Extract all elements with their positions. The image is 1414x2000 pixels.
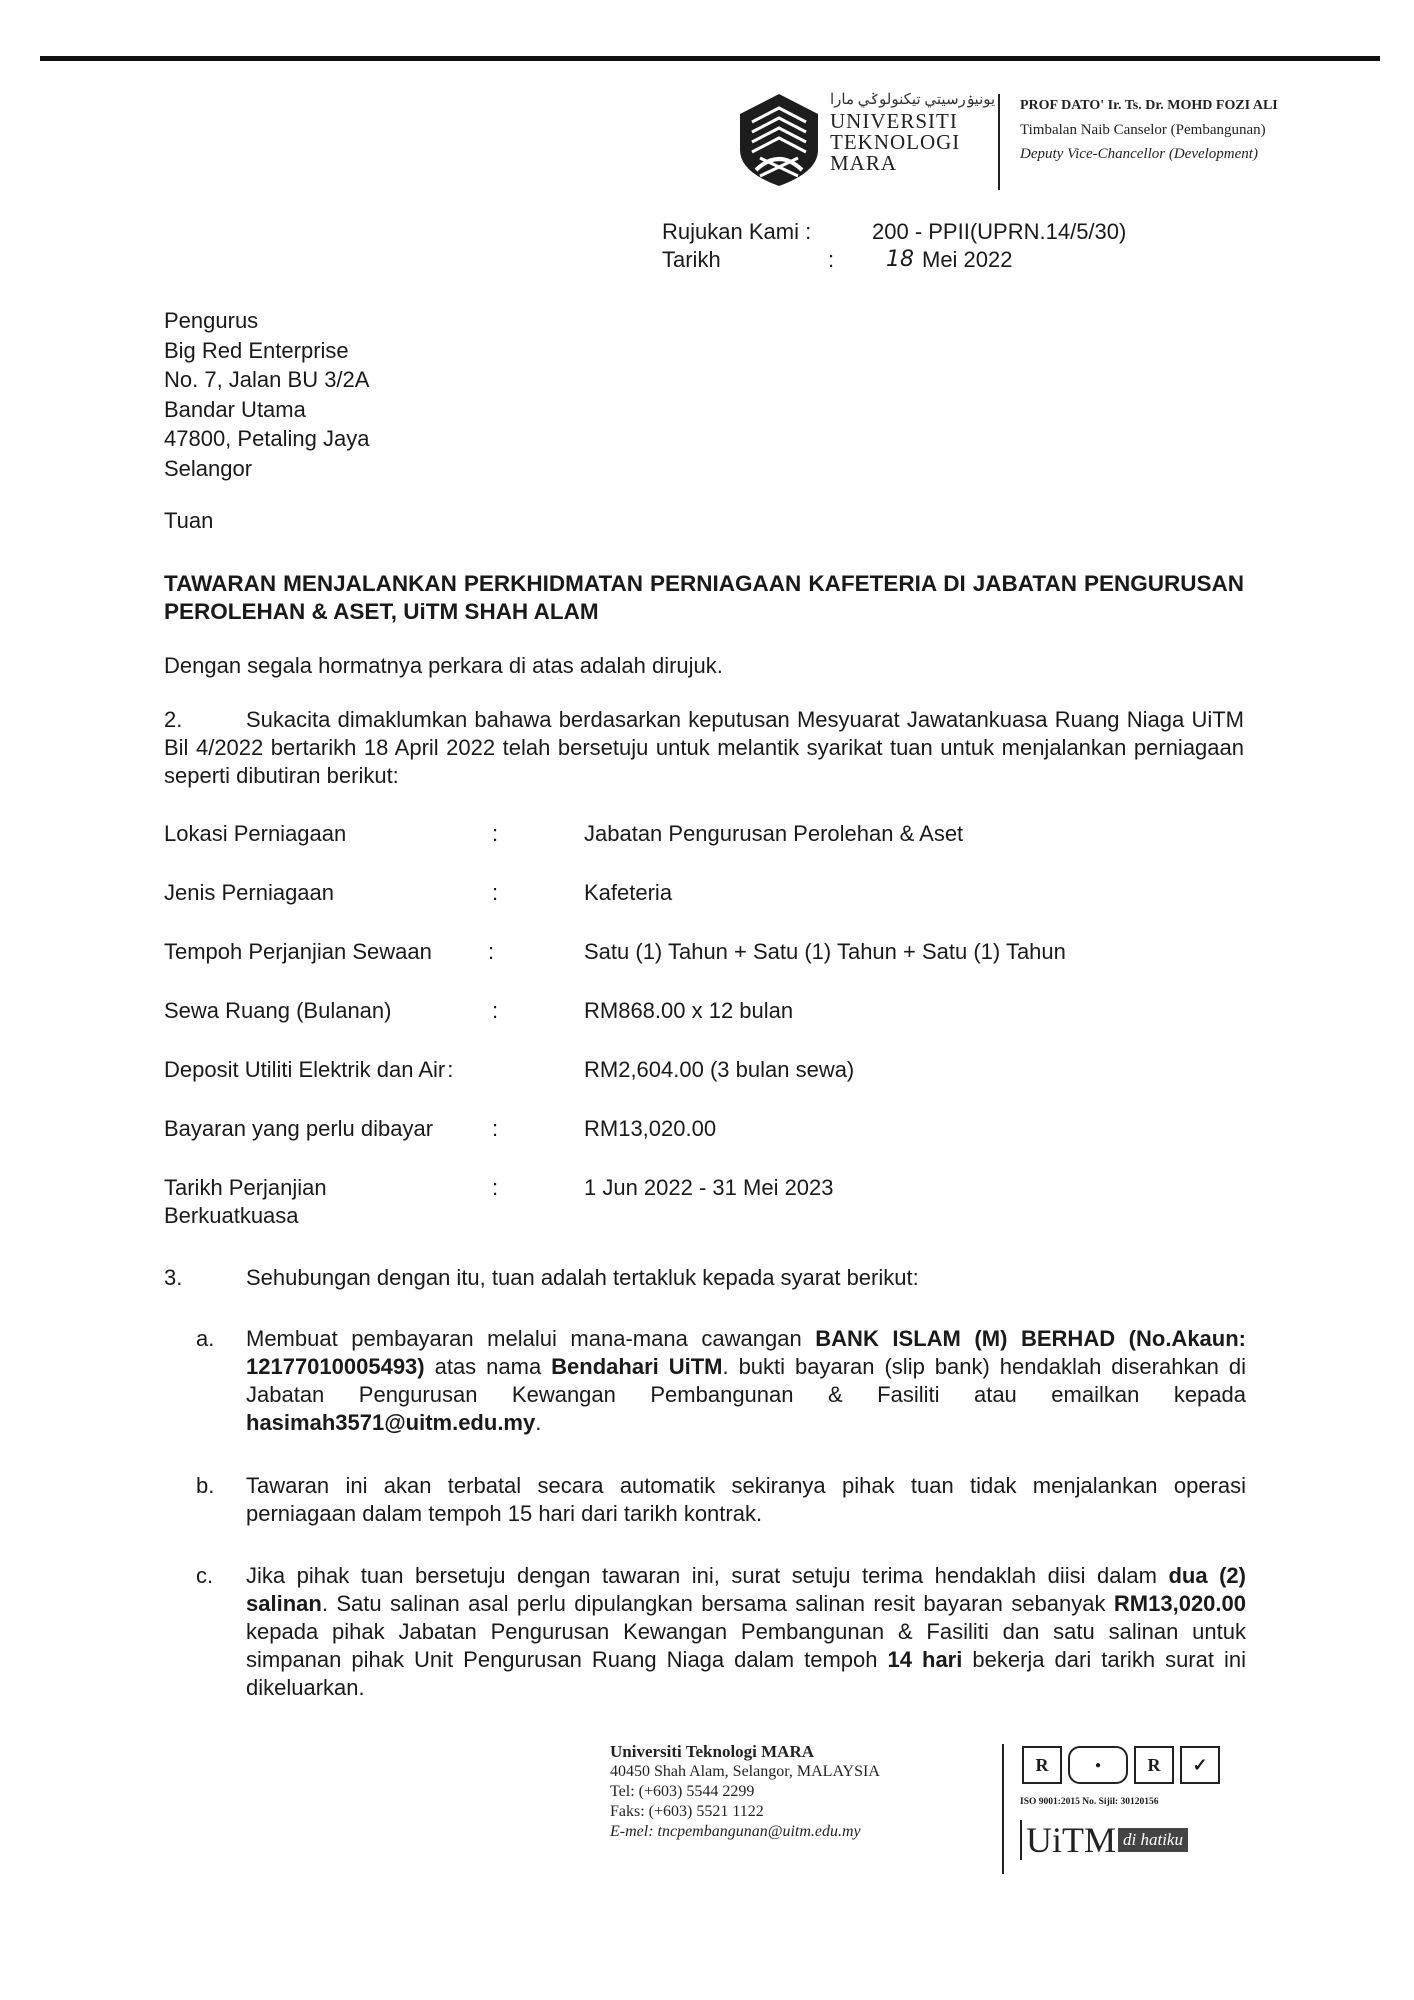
condition-b xyxy=(196,1472,1246,1528)
detail-value: RM2,604.00 (3 bulan sewa) xyxy=(584,1057,855,1082)
detail-value: Jabatan Pengurusan Perolehan & Aset xyxy=(584,821,964,846)
footer-org: Universiti Teknologi MARA xyxy=(610,1742,815,1761)
detail-row xyxy=(164,1115,1264,1143)
iso-certificate: ISO 9001:2015 No. Sijil: 30120156 xyxy=(1020,1797,1159,1807)
officer-title-ms: Timbalan Naib Canselor (Pembangunan) xyxy=(1020,122,1266,138)
condition-label: a. xyxy=(196,1326,215,1351)
detail-row xyxy=(164,879,1264,907)
brand-name: UiTM xyxy=(1026,1820,1116,1860)
paragraph-text: Sukacita dimaklumkan bahawa berdasarkan keputusan Mesyuarat Jawatankuasa Ruang Niaga UiTM Bil 4/2022 bertarikh 18 April 2022 telah bersetuju untuk melantik syarikat tuan untuk menjalankan perniagaan seperti dibutiran berikut: xyxy=(164,707,1244,788)
footer-divider xyxy=(1002,1744,1004,1874)
paragraph-2 xyxy=(164,706,1244,790)
paragraph-number: 2. xyxy=(164,707,183,732)
condition-text: Membuat pembayaran melalui mana-mana cawangan BANK ISLAM (M) BERHAD (No.Akaun: 12177010005493) atas nama Bendahari UiTM. bukti bayaran (slip bank) hendaklah diserahkan di Jabatan Pengurusan Kewangan Pembangunan & Fasiliti atau emailkan kepada hasimah3571@uitm.edu.my. xyxy=(246,1326,1247,1435)
detail-label: Tempoh Perjanjian Sewaan xyxy=(164,939,432,964)
date-day-handwritten: 18 xyxy=(886,247,914,272)
officer-title-en: Deputy Vice-Chancellor (Development) xyxy=(1020,146,1258,162)
recipient-line: Big Red Enterprise xyxy=(164,337,349,363)
detail-colon: : xyxy=(492,998,499,1023)
detail-label: Tarikh Perjanjian Berkuatkuasa xyxy=(164,1175,327,1228)
detail-label: Jenis Perniagaan xyxy=(164,880,335,905)
detail-colon: : xyxy=(492,821,499,846)
university-name xyxy=(830,90,995,174)
header-divider xyxy=(998,94,1000,190)
detail-value: RM13,020.00 xyxy=(584,1116,717,1141)
university-name-jawi: يونيۏرسيتي تيكنولوݢي مارا xyxy=(830,92,996,108)
detail-value: RM868.00 x 12 bulan xyxy=(584,998,794,1023)
recipient-address xyxy=(164,306,370,483)
cert-seal-icon: ● xyxy=(1068,1746,1128,1784)
condition-a xyxy=(196,1325,1246,1437)
date-label: Tarikh xyxy=(662,247,721,272)
detail-label: Sewa Ruang (Bulanan) xyxy=(164,998,392,1023)
detail-colon: : xyxy=(492,880,499,905)
recipient-line: 47800, Petaling Jaya xyxy=(164,426,370,451)
detail-label: Deposit Utiliti Elektrik dan Air xyxy=(164,1057,446,1082)
date-month-year: Mei 2022 xyxy=(922,247,1013,272)
detail-label-with-colon xyxy=(164,1056,584,1084)
university-name-line1: UNIVERSITI xyxy=(830,109,958,133)
date-colon: : xyxy=(828,247,835,272)
paragraph-number: 3. xyxy=(164,1265,183,1290)
detail-colon: : xyxy=(492,1175,499,1200)
officer-block xyxy=(1020,94,1278,166)
detail-colon: : xyxy=(492,1116,499,1141)
paragraph-text: Sehubungan dengan itu, tuan adalah tertakluk kepada syarat berikut: xyxy=(246,1265,919,1290)
university-name-line3: MARA xyxy=(830,151,898,175)
detail-row xyxy=(164,1056,1264,1084)
uitm-logo-icon xyxy=(738,92,820,188)
footer-fax: Faks: (+603) 5521 1122 xyxy=(610,1803,764,1820)
brand-tagline: di hatiku xyxy=(1118,1828,1188,1852)
reference-block xyxy=(662,218,1126,274)
detail-label: Bayaran yang perlu dibayar xyxy=(164,1116,434,1141)
salutation: Tuan xyxy=(164,508,214,533)
recipient-line: Bandar Utama xyxy=(164,396,306,422)
footer-email: E-mel: tncpembangunan@uitm.edu.my xyxy=(610,1823,861,1840)
top-rule xyxy=(40,56,1380,61)
officer-name: PROF DATO' Ir. Ts. Dr. MOHD FOZI ALI xyxy=(1020,98,1278,113)
detail-colon: : xyxy=(488,939,495,964)
ref-label: Rujukan Kami : xyxy=(662,219,812,244)
detail-label: Lokasi Perniagaan xyxy=(164,821,347,846)
detail-row xyxy=(164,820,1264,848)
condition-label: b. xyxy=(196,1473,215,1498)
condition-c xyxy=(196,1562,1246,1702)
cert-check-icon: ✓ xyxy=(1180,1746,1220,1784)
letter-subject: TAWARAN MENJALANKAN PERKHIDMATAN PERNIAGAAN KAFETERIA DI JABATAN PENGURUSAN PEROLEHAN & ASET, UiTM SHAH ALAM xyxy=(164,571,1244,624)
detail-colon: : xyxy=(447,1057,454,1082)
recipient-line: No. 7, Jalan BU 3/2A xyxy=(164,367,370,392)
recipient-line: Selangor xyxy=(164,455,253,481)
cert-mark-icon: R xyxy=(1022,1746,1062,1784)
footer-tel: Tel: (+603) 5544 2299 xyxy=(610,1783,755,1800)
condition-text: Jika pihak tuan bersetuju dengan tawaran ini, surat setuju terima hendaklah diisi dalam dua (2) salinan. Satu salinan asal perlu dipulangkan bersama salinan resit bayaran sebanyak RM13,020.00 kepada pihak Jabatan Pengurusan Kewangan Pembangunan & Fasiliti dan satu salinan untuk simpanan pihak Unit Pengurusan Ruang Niaga dalam tempoh 14 hari bekerja dari tarikh surat ini dikeluarkan. xyxy=(246,1563,1247,1700)
ref-value: 200 - PPII(UPRN.14/5/30) xyxy=(872,219,1127,244)
recipient-line: Pengurus xyxy=(164,308,259,333)
detail-row xyxy=(164,1174,1264,1230)
opening-line: Dengan segala hormatnya perkara di atas adalah dirujuk. xyxy=(164,653,723,678)
uitm-brand xyxy=(1020,1820,1188,1860)
footer-contact xyxy=(610,1742,880,1842)
certification-logos xyxy=(1022,1746,1220,1784)
detail-value: Kafeteria xyxy=(584,880,673,905)
detail-value: Satu (1) Tahun + Satu (1) Tahun + Satu (1) Tahun xyxy=(584,939,1066,964)
detail-row xyxy=(164,997,1264,1025)
condition-text: Tawaran ini akan terbatal secara automatik sekiranya pihak tuan tidak menjalankan operasi perniagaan dalam tempoh 15 hari dari tarikh kontrak. xyxy=(246,1473,1246,1526)
university-name-line2: TEKNOLOGI xyxy=(830,130,961,154)
footer-address: 40450 Shah Alam, Selangor, MALAYSIA xyxy=(610,1763,880,1780)
detail-row xyxy=(164,938,1264,966)
paragraph-3 xyxy=(164,1264,1244,1292)
detail-value: 1 Jun 2022 - 31 Mei 2023 xyxy=(584,1175,834,1200)
condition-label: c. xyxy=(196,1563,214,1588)
cert-mark-icon: R xyxy=(1134,1746,1174,1784)
